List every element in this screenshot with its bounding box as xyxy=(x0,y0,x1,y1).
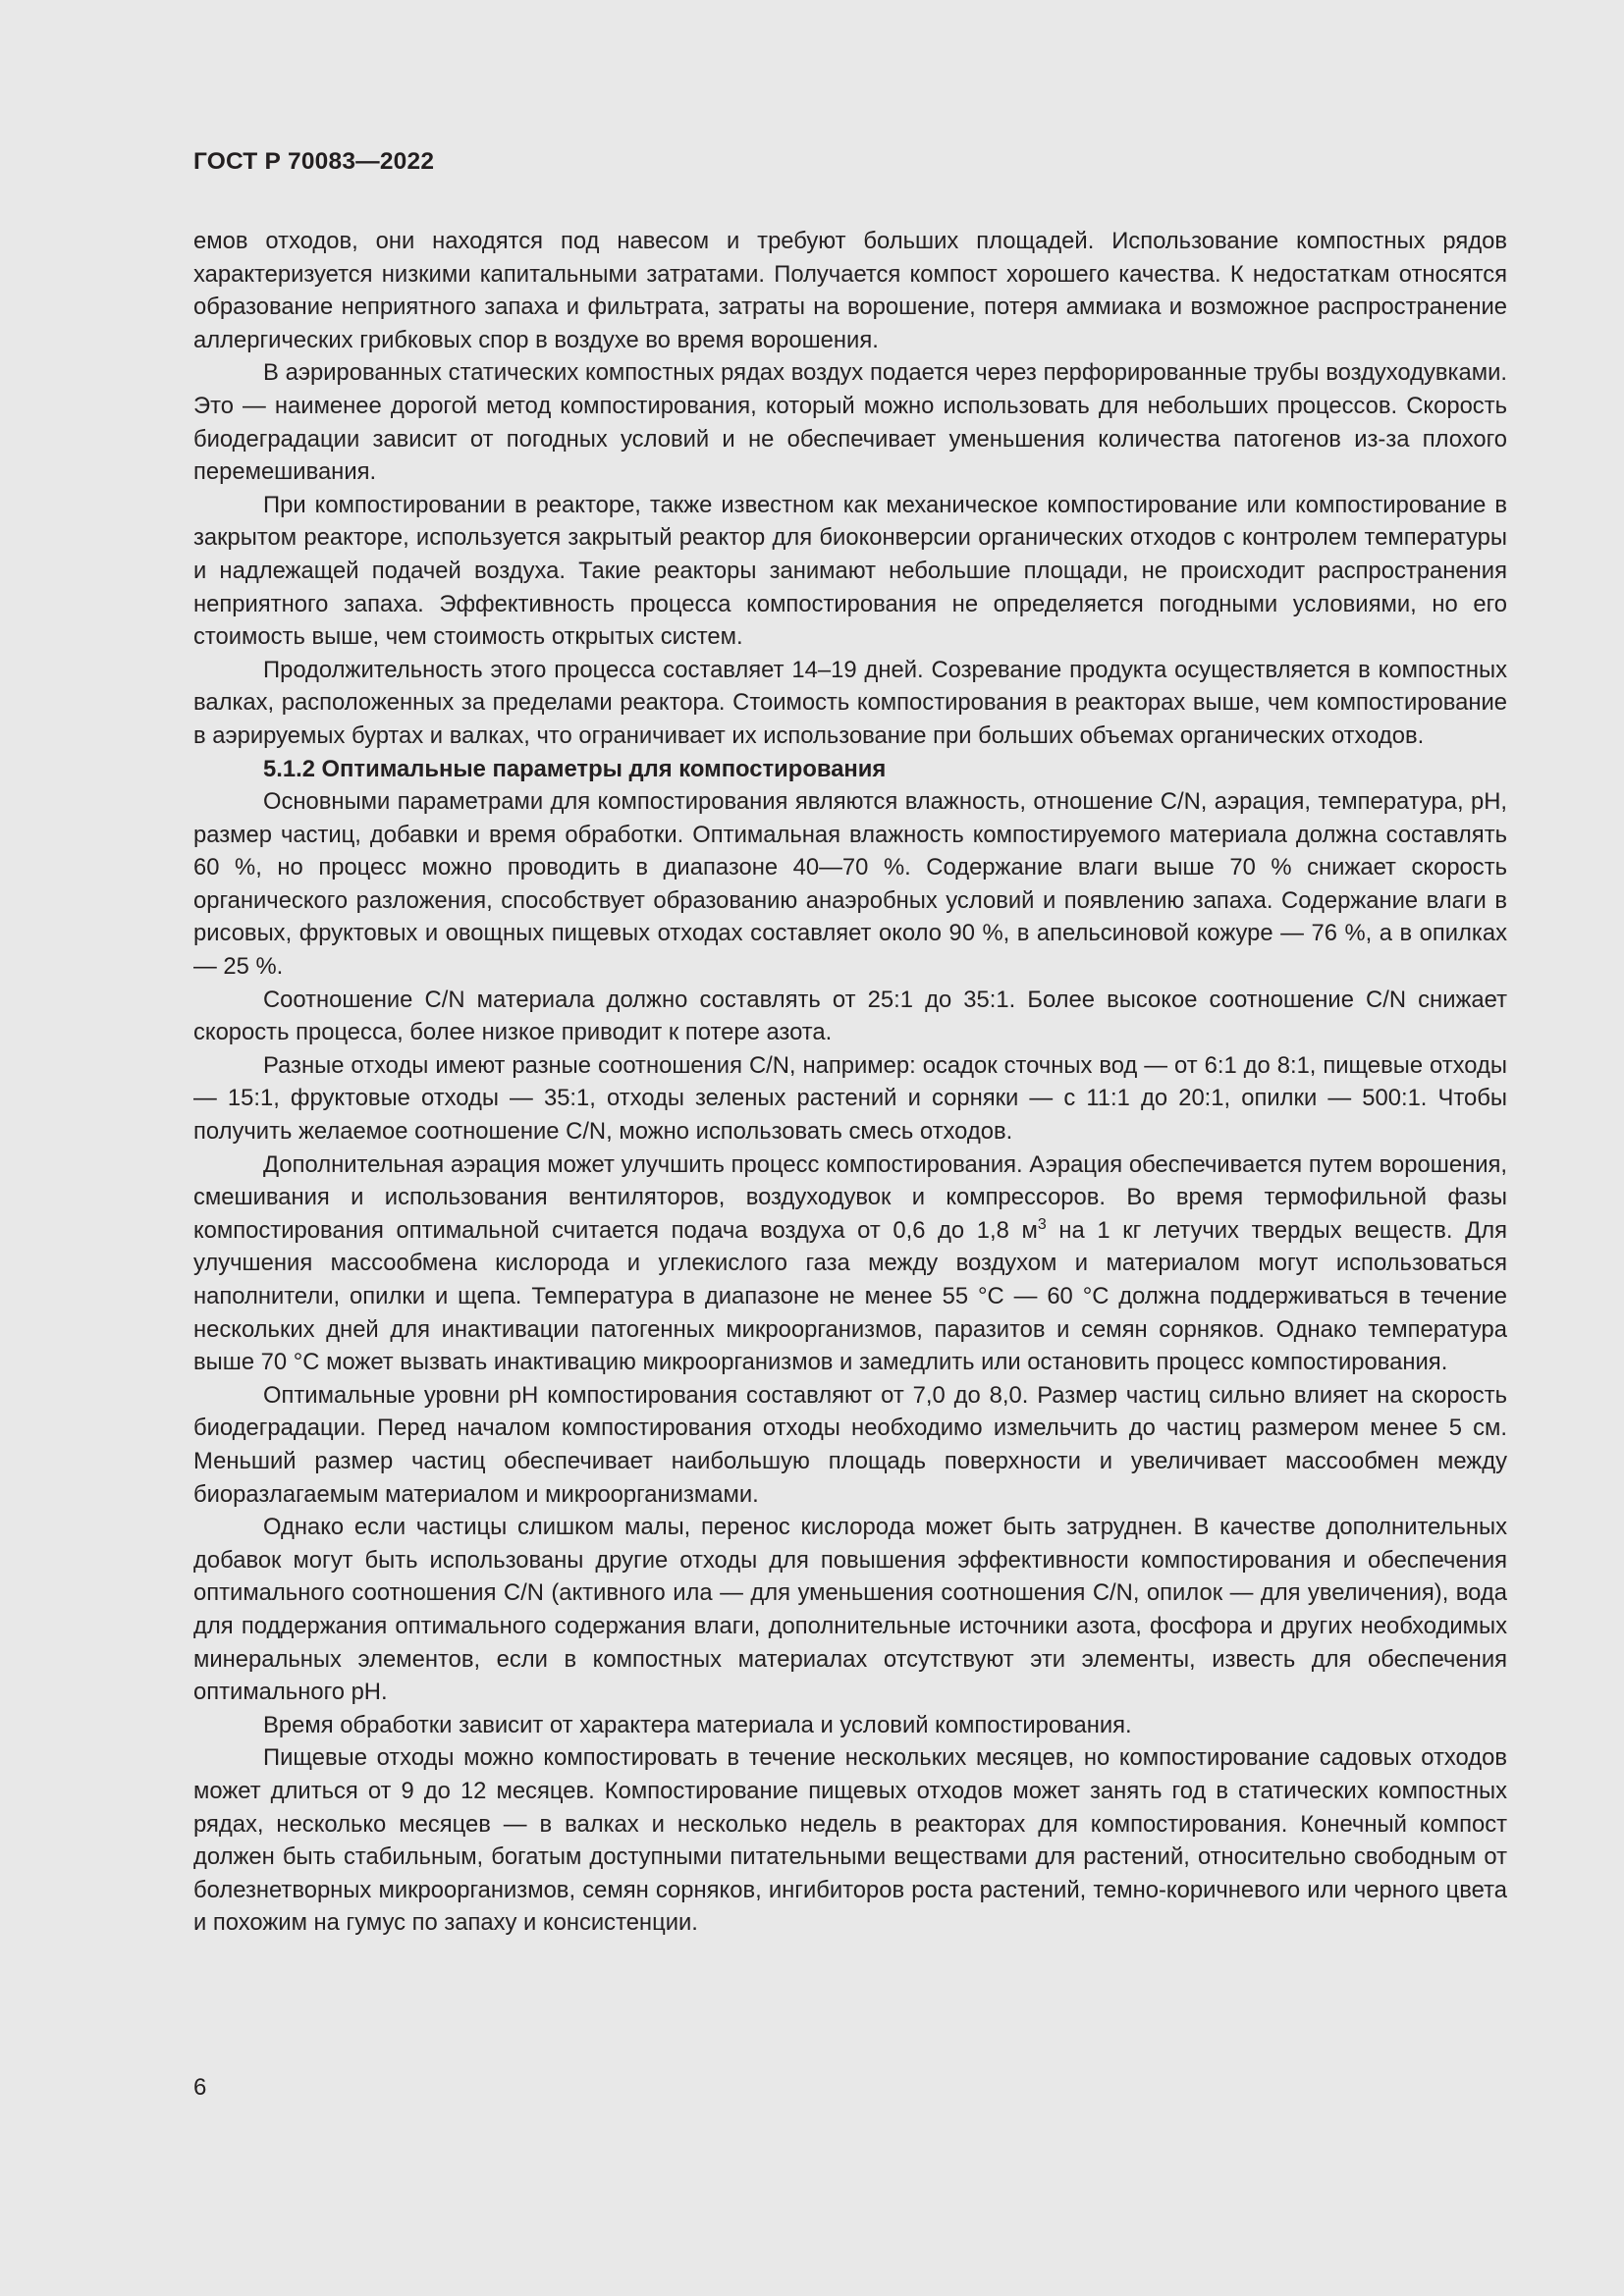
paragraph-cn-ratio: Соотношение C/N материала должно составлять от 25:1 до 35:1. Более высокое соотношение C/N снижает скорость процесса, более низкое приводит к потере азота. xyxy=(193,986,1507,1046)
paragraph-aeration-part2: на 1 кг летучих твердых веществ. Для улучшения массообмена кислорода и углекислого газа между воздухом и материалом могут использоваться наполнители, опилки и щепа. Температура в диапазоне не менее 55 °С — 60 °С должна поддерживаться в течение нескольких дней для инактивации патогенных микроорганизмов, паразитов и семян сорняков. Однако температура выше 70 °С может вызвать инактивацию микроорганизмов и замедлить или остановить процесс компостирования. xyxy=(193,1216,1507,1376)
paragraph-aeration xyxy=(193,1148,1507,1379)
document-header: ГОСТ Р 70083—2022 xyxy=(193,148,435,175)
paragraph-waste-cn-ratios: Разные отходы имеют разные соотношения C/N, например: осадок сточных вод — от 6:1 до 8:1, пищевые отходы — 15:1, фруктовые отходы — 35:1, отходы зеленых растений и сорняки — с 11:1 до 20:1, опилки — 500:1. Чтобы получить желаемое соотношение C/N, можно использовать смесь отходов. xyxy=(193,1051,1507,1146)
paragraph-continued: емов отходов, они находятся под навесом и требуют больших площадей. Использование компостных рядов характеризуется низкими капитальными затратами. Получается компост хорошего качества. К недостаткам относятся образование неприятного запаха и фильтрата, затраты на ворошение, потеря аммиака и возможное распространение аллергических грибковых спор в воздухе во время ворошения. xyxy=(193,228,1507,353)
paragraph-aeration-part1: Дополнительная аэрация может улучшить процесс компостирования. Аэрация обеспечивается путем ворошения, смешивания и использования вентиляторов, воздуходувок и компрессоров. Во время термофильной фазы компостирования оптимальной считается подача воздуха от 0,6 до 1,8 м xyxy=(193,1150,1507,1244)
cubic-superscript: 3 xyxy=(1037,1215,1047,1233)
paragraph-additives: Однако если частицы слишком малы, перенос кислорода может быть затруднен. В качестве дополнительных добавок могут быть использованы другие отходы для повышения эффективности компостирования и обеспечения оптимального соотношения C/N (активного ила — для уменьшения соотношения C/N, опилок — для увеличения), вода для поддержания оптимального содержания влаги, дополнительные источники азота, фосфора и других необходимых минеральных элементов, если в компостных материалах отсутствуют эти элементы, известь для обеспечения оптимального pH. xyxy=(193,1514,1507,1706)
section-heading: 5.1.2 Оптимальные параметры для компостирования xyxy=(263,755,887,782)
paragraph-aerated-rows: В аэрированных статических компостных рядах воздух подается через перфорированные трубы воздуходувками. Это — наименее дорогой метод компостирования, который можно использовать для небольших процессов. Скорость биодеградации зависит от погодных условий и не обеспечивает уменьшения количества патогенов из-за плохого перемешивания. xyxy=(193,359,1507,486)
paragraph-reactor-composting: При компостировании в реакторе, также известном как механическое компостирование или компостирование в закрытом реакторе, используется закрытый реактор для биоконверсии органических отходов с контролем температуры и надлежащей подачей воздуха. Такие реакторы занимают небольшие площади, не происходит распространения неприятного запаха. Эффективность процесса компостирования не определяется погодными условиями, но его стоимость выше, чем стоимость открытых систем. xyxy=(193,491,1507,651)
page-number: 6 xyxy=(193,2074,207,2101)
paragraph-processing-time: Время обработки зависит от характера материала и условий компостирования. xyxy=(263,1711,1132,1738)
paragraph-main-parameters: Основными параметрами для компостирования являются влажность, отношение C/N, аэрация, температура, pH, размер частиц, добавки и время обработки. Оптимальная влажность компостируемого материала должна составлять 60 %, но процесс можно проводить в диапазоне 40—70 %. Содержание влаги выше 70 % снижает скорость органического разложения, способствует образованию анаэробных условий и появлению запаха. Содержание влаги в рисовых, фруктовых и овощных пищевых отходах составляет около 90 %, в апельсиновой кожуре — 76 %, а в опилках — 25 %. xyxy=(193,788,1507,981)
paragraph-process-duration: Продолжительность этого процесса составляет 14–19 дней. Созревание продукта осуществляется в компостных валках, расположенных за пределами реактора. Стоимость компостирования в реакторах выше, чем компостирование в аэрируемых буртах и валках, что ограничивает их использование при больших объемах органических отходов. xyxy=(193,656,1507,749)
paragraph-ph-particle-size: Оптимальные уровни pH компостирования составляют от 7,0 до 8,0. Размер частиц сильно влияет на скорость биодеградации. Перед началом компостирования отходы необходимо измельчить до частиц размером менее 5 см. Меньший размер частиц обеспечивает наибольшую площадь поверхности и увеличивает массообмен между биоразлагаемым материалом и микроорганизмами. xyxy=(193,1381,1507,1508)
page-body xyxy=(193,225,1507,1940)
paragraph-final-compost: Пищевые отходы можно компостировать в течение нескольких месяцев, но компостирование садовых отходов может длиться от 9 до 12 месяцев. Компостирование пищевых отходов может занять год в статических компостных рядах, несколько месяцев — в валках и несколько недель в реакторах для компостирования. Конечный компост должен быть стабильным, богатым доступными питательными веществами для растений, относительно свободным от болезнетворных микроорганизмов, семян сорняков, ингибиторов роста растений, темно-коричневого или черного цвета и похожим на гумус по запаху и консистенции. xyxy=(193,1744,1507,1937)
